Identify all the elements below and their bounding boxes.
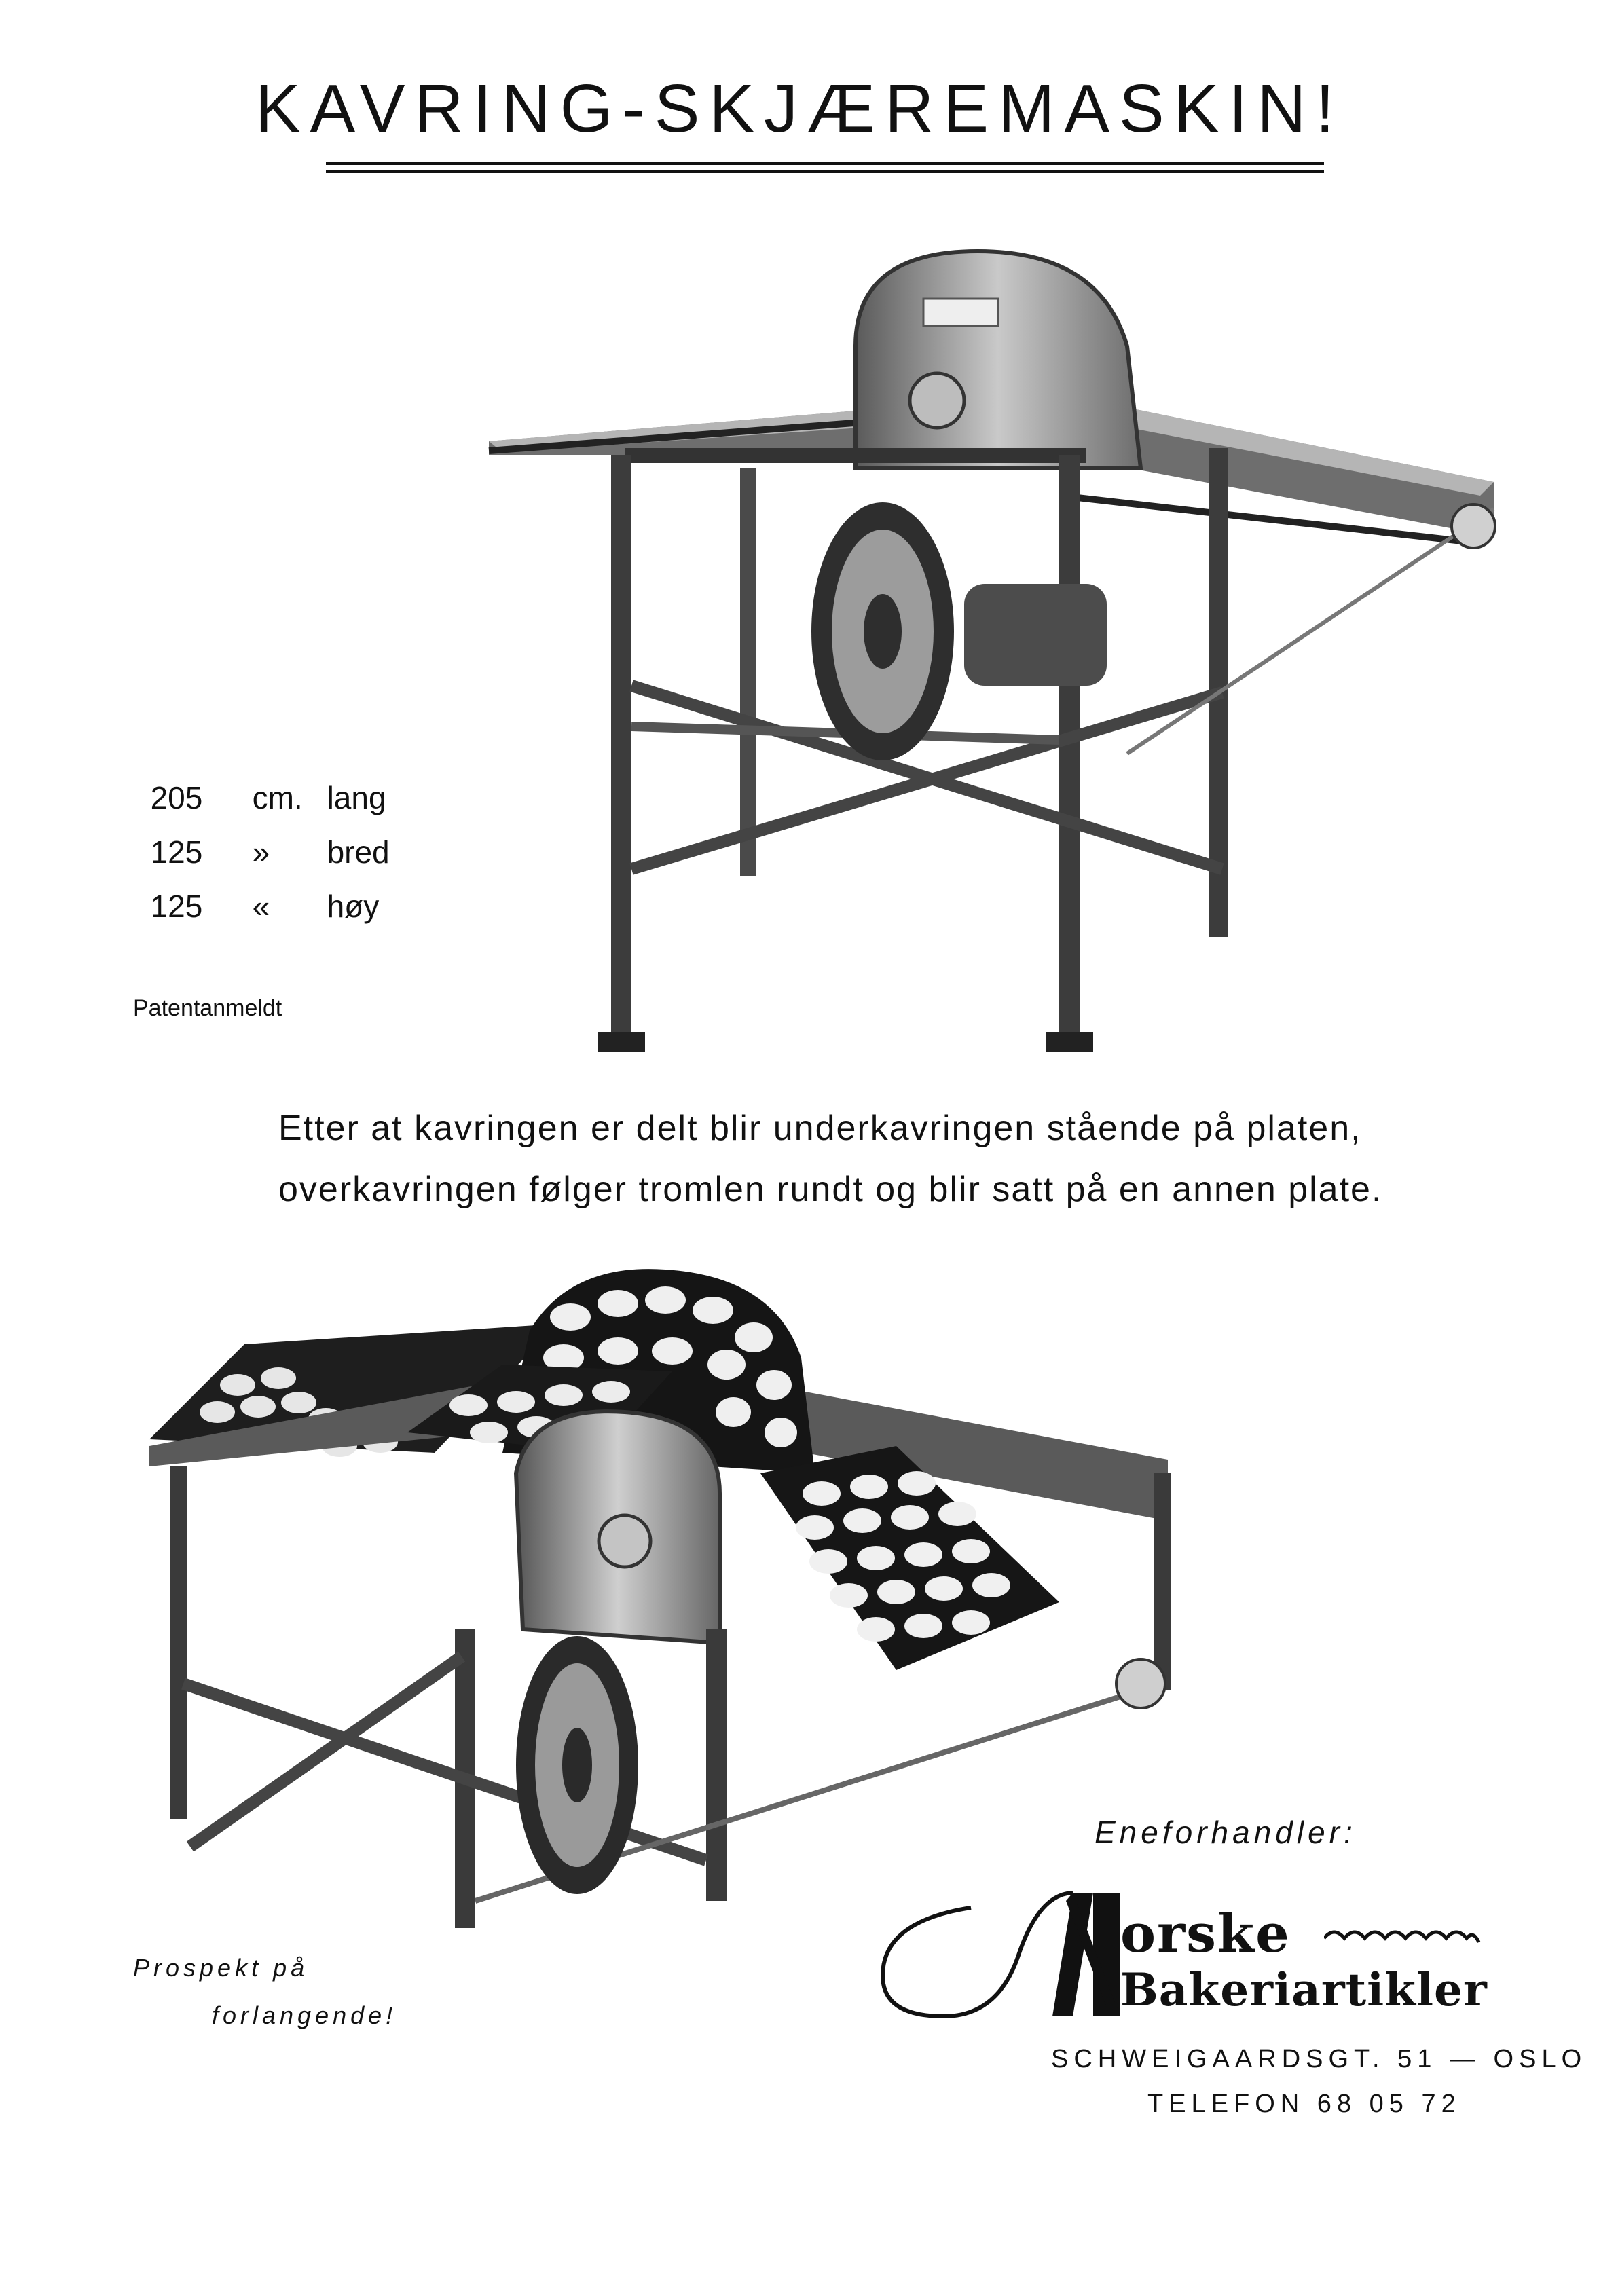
dealer-logo-line-1: orske: [1120, 1903, 1291, 1965]
description-line-1: Etter at kavringen er delt blir underkavringen stående på platen,: [278, 1109, 1362, 1148]
machine-photo-bottom: [149, 1249, 1181, 1969]
description-line-2: overkavringen følger tromlen rundt og blir satt på en annen plate.: [278, 1170, 1383, 1209]
dealer-logo-line-2: Bakeriartikler: [1120, 1963, 1488, 2016]
prospekt-line-2: forlangende!: [212, 2001, 397, 2029]
patent-note: Patentanmeldt: [133, 995, 282, 1021]
dealer-heading: Eneforhandler:: [1095, 1815, 1357, 1850]
logo-wave-ornament: [1324, 1921, 1494, 1948]
spec-width: 125 » bred: [150, 834, 390, 870]
prospekt-line-1: Prospekt på: [133, 1954, 309, 1982]
spec-length: 205 cm. lang: [150, 780, 386, 815]
spec-height: 125 « høy: [150, 889, 380, 924]
title-rule-top: [326, 162, 1324, 165]
page-title: KAVRING-SKJÆREMASKIN!: [255, 71, 1344, 147]
machine-photo-top: [448, 224, 1521, 1079]
title-rule-bottom: [326, 170, 1324, 173]
dealer-phone: TELEFON 68 05 72: [1147, 2090, 1461, 2118]
dealer-address: SCHWEIGAARDSGT. 51 — OSLO: [1051, 2045, 1587, 2073]
dealer-logo-mark: [869, 1881, 1154, 2030]
